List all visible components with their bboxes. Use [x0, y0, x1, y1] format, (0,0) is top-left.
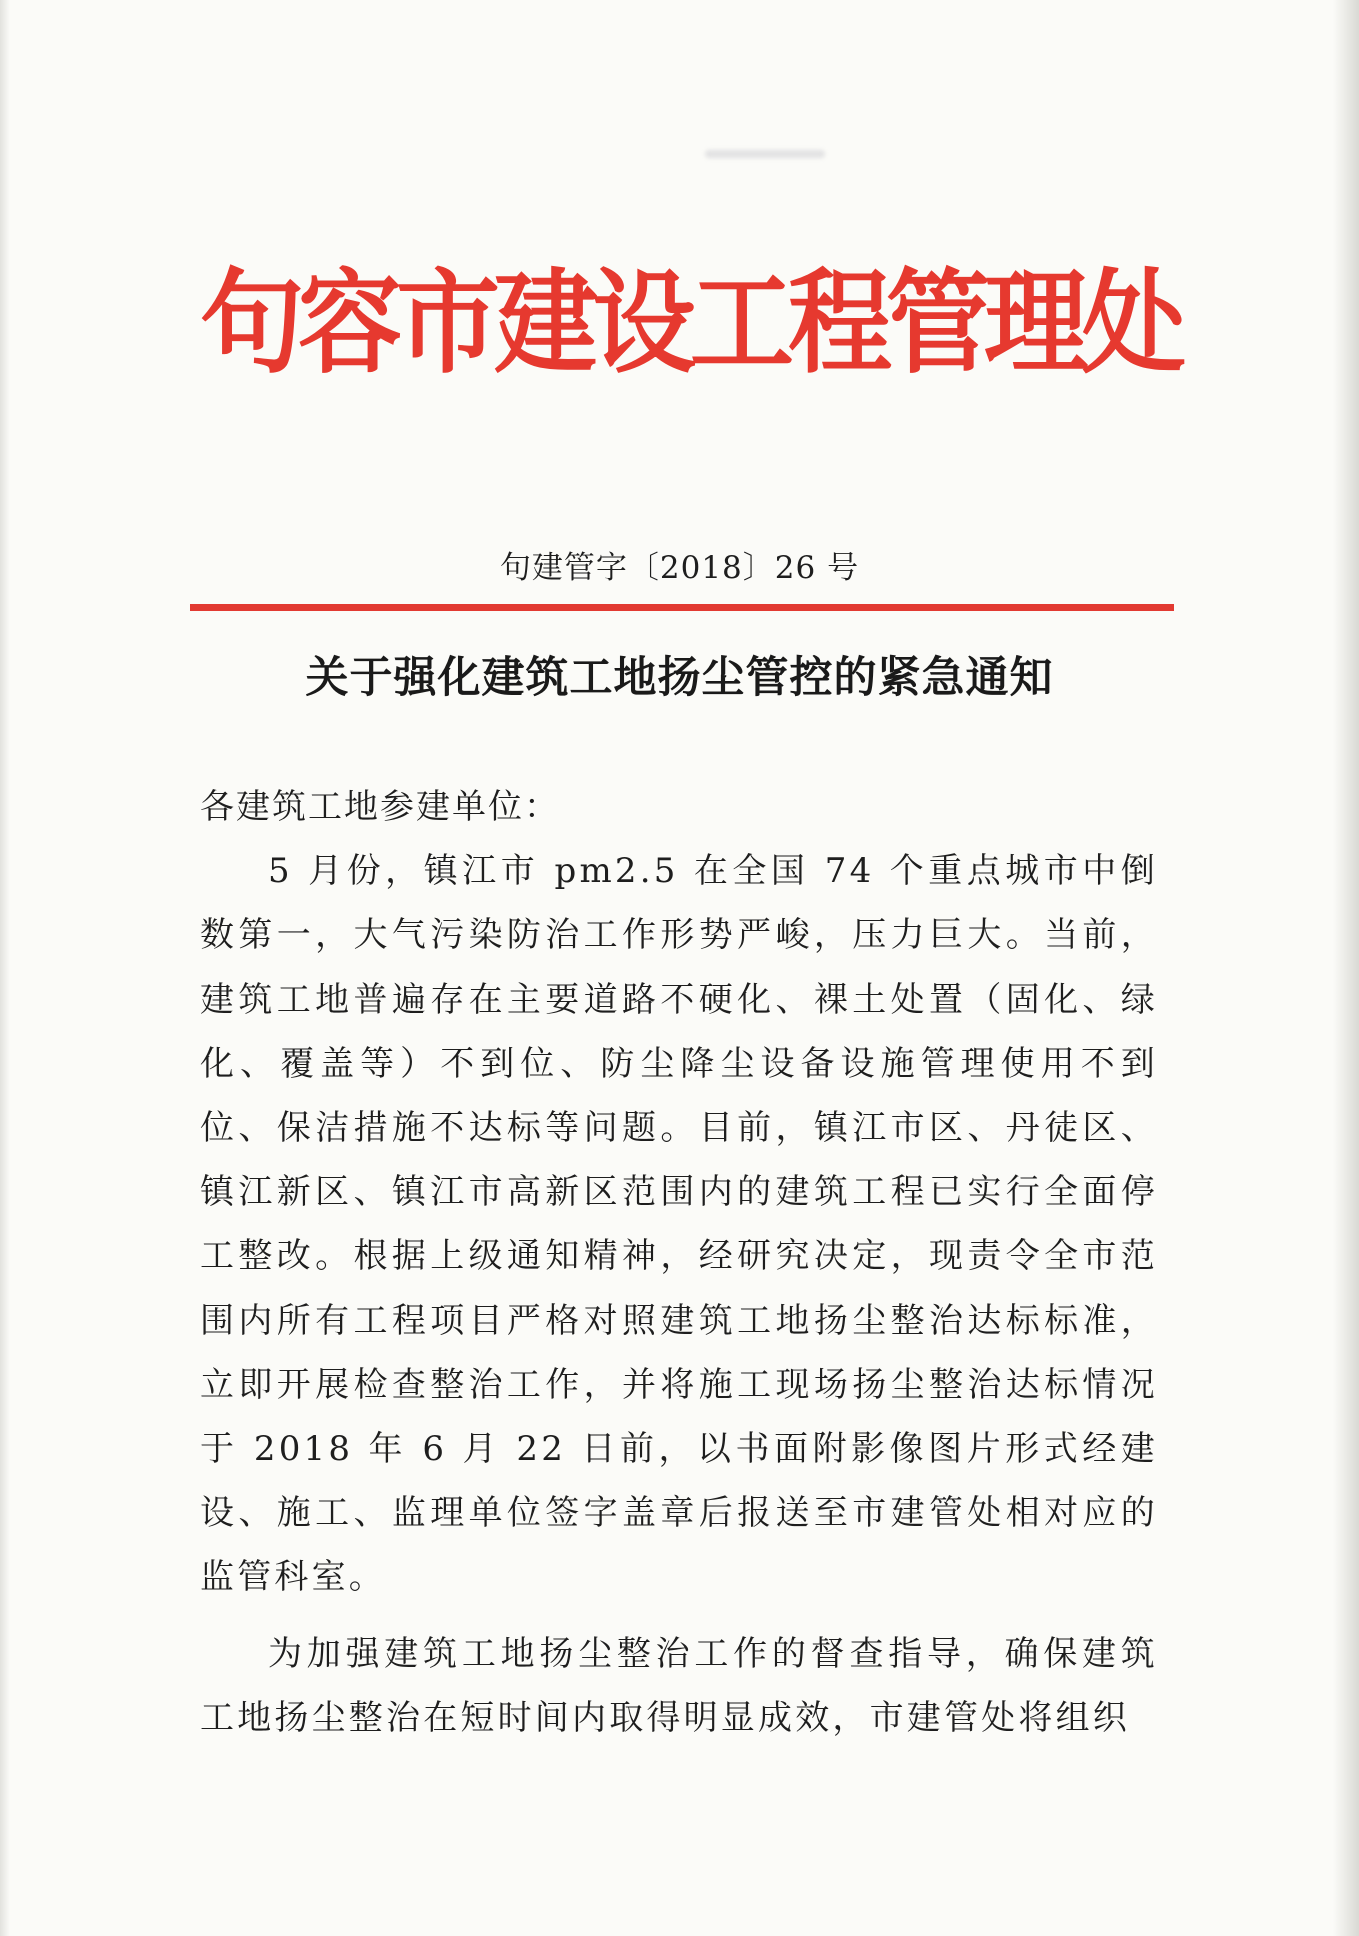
issuer-masthead: 句容市建设工程管理处	[200, 256, 1181, 389]
salutation: 各建筑工地参建单位：	[200, 787, 560, 827]
scan-edge-right	[1333, 0, 1359, 1936]
body-paragraph: 为加强建筑工地扬尘整治工作的督查指导，确保建筑工地扬尘整治在短时间内取得明显成效，市建管处将组织	[200, 1633, 1158, 1738]
red-divider-rule	[190, 604, 1174, 611]
scan-edge-left	[0, 0, 10, 1936]
body-paragraph: 5 月份，镇江市 pm2.5 在全国 74 个重点城市中倒数第一，大气污染防治工作形势严峻，压力巨大。当前，建筑工地普遍存在主要道路不硬化、裸土处置（固化、绿化、覆盖等）不到位、防尘降尘设备设施管理使用不到位、保洁措施不达标等问题。目前，镇江市区、丹徒区、镇江新区、镇江市高新区范围内的建筑工程已实行全面停工整改。根据上级通知精神，经研究决定，现责令全市范围内所有工程项目严格对照建筑工地扬尘整治达标标准，立即开展检查整治工作，并将施工现场扬尘整治达标情况于 2018 年 6 月 22 日前，以书面附影像图片形式经建设、施工、监理单位签字盖章后报送至市建管处相对应的监管科室。	[200, 851, 1158, 1598]
scan-smudge	[705, 150, 825, 158]
document-title: 关于强化建筑工地扬尘管控的紧急通知	[305, 653, 1054, 703]
document-body	[200, 775, 1158, 1750]
document-number: 句建管字〔2018〕26 号	[499, 550, 860, 586]
